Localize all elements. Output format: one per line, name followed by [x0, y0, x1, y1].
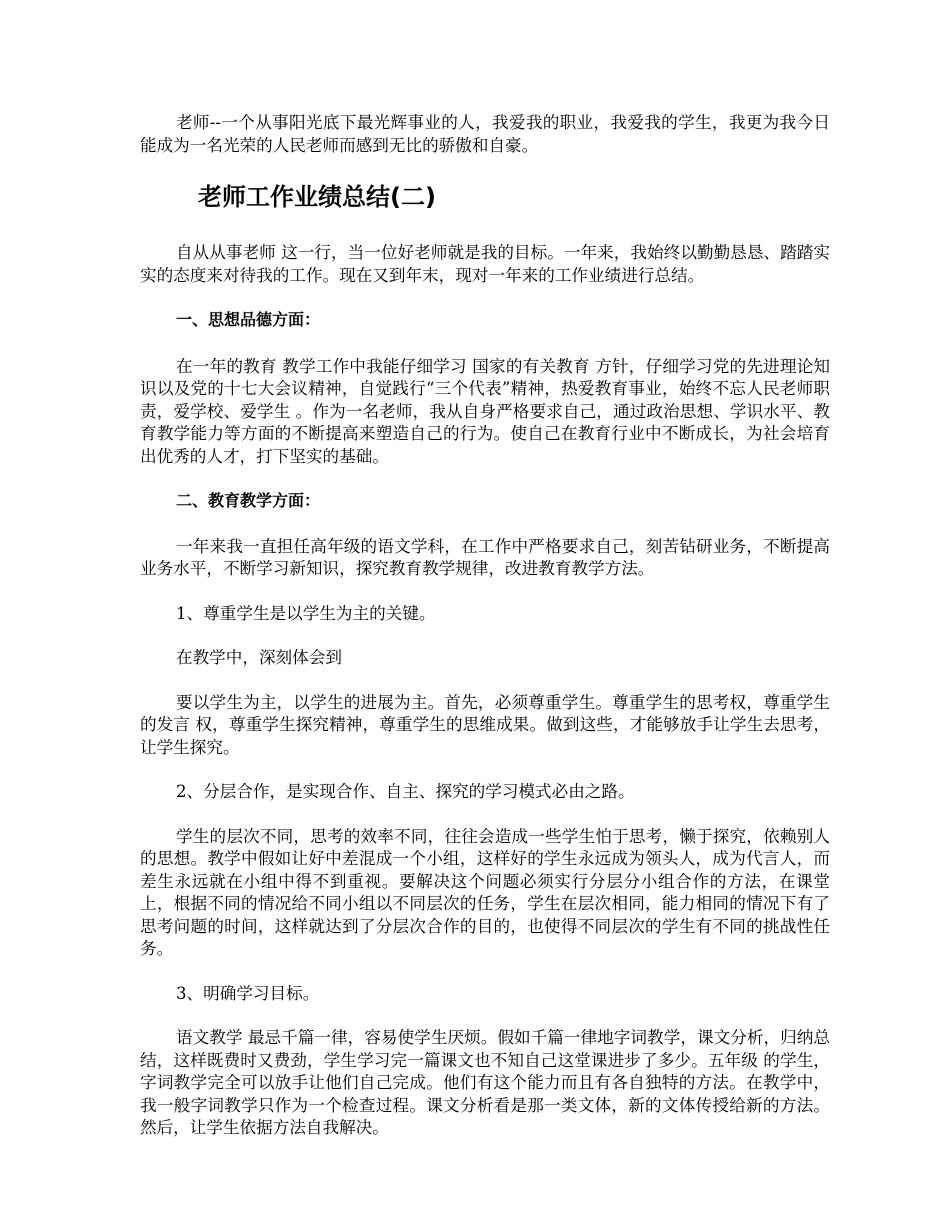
point1-lead: 在教学中，深刻体会到 — [176, 648, 342, 667]
point2-body: 学生的层次不同，思考的效率不同，往往会造成一些学生怕于思考，懒于探究，依赖别人的思想。教学中假如让好中差混成一个小组，这样好的学生永远成为领头人，成为代言人，而差生永远就在小组中得不到重视。要解决这个问题必须实行分层分小组合作的方法，在课堂上，根据不同的情况给不同小组以不同层次的任务，学生在层次相同，能力相同的情况下有了思考问题的时间，这样就达到了分层次合作的目的，也使得不同层次的学生有不同的挑战性任务。 — [140, 826, 830, 958]
point3-body: 语文教学 最忌千篇一律，容易使学生厌烦。假如千篇一律地字词教学，课文分析，归纳总结，这样既费时又费劲，学生学习完一篇课文也不知自己这堂课进步了多少。五年级 的学生，字词教学完全可以放手让他们自己完成。他们有这个能力而且有各自独特的方法。在教学中，我一般字词教学只作为一个检查过程。课文分析看是那一类文体，新的文体传授给新的方法。然后，让学生依据方法自我解决。 — [140, 1028, 830, 1137]
section2-heading: 二、教育教学方面： — [176, 491, 321, 510]
point2-heading: 2、分层合作，是实现合作、自主、探究的学习模式必由之路。 — [176, 782, 635, 801]
point1-body: 要以学生为主，以学生的进展为主。首先，必须尊重学生。尊重学生的思考权，尊重学生的发言 权，尊重学生探究精神，尊重学生的思维成果。做到这些，才能够放手让学生去思考，让学生探究。 — [140, 692, 830, 757]
document-title: 老师工作业绩总结(二) — [198, 183, 436, 211]
document-page — [140, 112, 830, 1140]
intro-paragraph: 老师--一个从事阳光底下最光辉事业的人，我爱我的职业，我爱我的学生，我更为我今日能成为一名光荣的人民老师而感到无比的骄傲和自豪。 — [140, 113, 830, 155]
section1-heading: 一、思想品德方面： — [176, 310, 321, 329]
point1-heading: 1、尊重学生是以学生为主的关键。 — [176, 603, 436, 623]
section2-paragraph: 一年来我一直担任高年级的语文学科，在工作中严格要求自己，刻苦钻研业务，不断提高业务水平，不断学习新知识，探究教育教学规律，改进教育教学方法。 — [140, 536, 830, 578]
section1-paragraph: 在一年的教育 教学工作中我能仔细学习 国家的有关教育 方针，仔细学习党的先进理论知识以及党的十七大会议精神，自觉践行“三个代表”精神，热爱教育事业，始终不忘人民老师职责，爱学校、爱学生 。作为一名老师，我从自身严格要求自己，通过政治思想、学识水平、教育教学能力等方面的不断提高来塑造自己的行为。使自己在教育行业中不断成长，为社会培育出优秀的人才，打下坚实的基础。 — [140, 356, 830, 466]
point3-heading: 3、明确学习目标。 — [176, 983, 320, 1003]
opening-paragraph: 自从从事老师 这一行，当一位好老师就是我的目标。一年来，我始终以勤勤恳恳、踏踏实实的态度来对待我的工作。现在又到年末，现对一年来的工作业绩进行总结。 — [140, 243, 830, 285]
